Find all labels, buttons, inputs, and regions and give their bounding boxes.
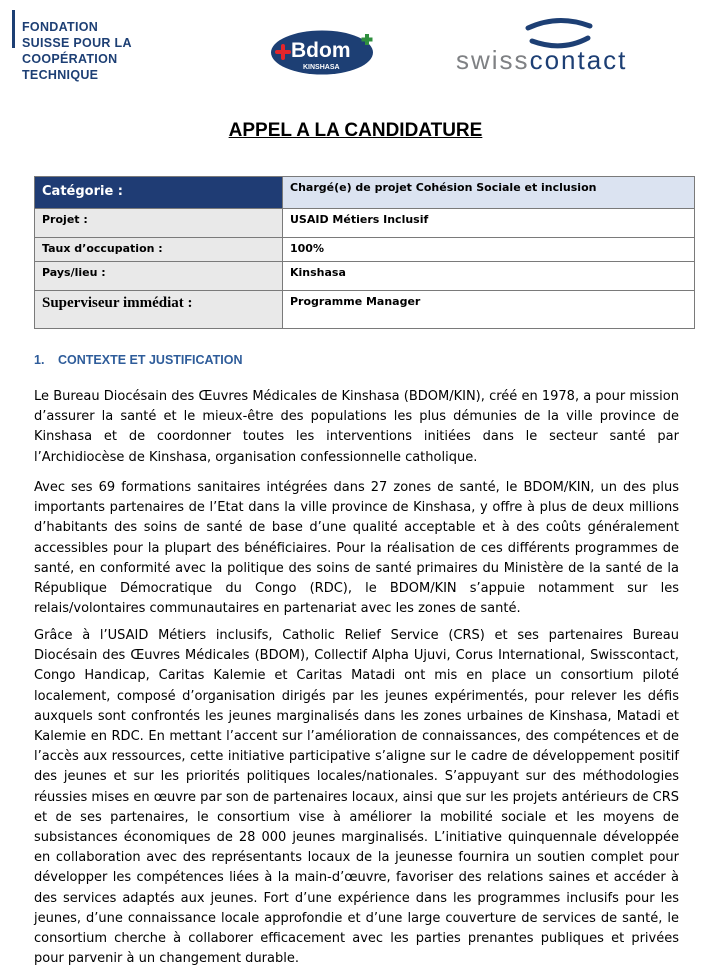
row-value-projet: USAID Métiers Inclusif xyxy=(283,209,695,238)
row-label-projet: Projet : xyxy=(35,209,283,238)
paragraph-bdom-intro: Le Bureau Diocésain des Œuvres Médicales de Kinshasa (BDOM/KIN), créé en 1978, a pour mission d’assurer la santé et le mieux-être des populations les plus démunies de la ville province de Kinshasa et de coordonner toutes les interventions initiées dans le secteur santé par l’Archidiocèse de Kinshasa, organisation confessionnelle catholique. xyxy=(34,389,679,465)
row-value-pays: Kinshasa xyxy=(283,262,695,291)
document-title: APPEL A LA CANDIDATURE xyxy=(228,120,483,141)
letterhead xyxy=(0,0,711,100)
bdom-kinshasa-logo xyxy=(271,30,375,75)
sdc-logo-text xyxy=(22,19,132,83)
sdc-line: FONDATION xyxy=(22,20,99,34)
table-row xyxy=(35,262,695,291)
paragraph-bdom-network: Avec ses 69 formations sanitaires intégrées dans 27 zones de santé, le BDOM/KIN, un des plus importants partenaires de l’Etat dans la ville province de Kinshasa, y offre à plus de deux millions d’habitants des soins de santé de base d’une qualité acceptable et à des coûts généralement accessibles pour la plupart des bénéficiaires. Pour la réalisation de ces différents programmes de santé, en conformité avec la politique des soins de santé primaires du Ministère de la santé de la République Démocratique du Congo (RDC), le BDOM/KIN s’appuie notamment sur les relais/volontaires communautaires en partenariat avec les zones de santé. xyxy=(34,480,679,617)
section-title: CONTEXTE ET JUSTIFICATION xyxy=(58,353,243,367)
row-value-superviseur: Programme Manager xyxy=(283,291,695,329)
sdc-line: COOPÉRATION xyxy=(22,52,118,66)
table-row xyxy=(35,291,695,329)
table-row xyxy=(35,177,695,209)
row-value-taux: 100% xyxy=(283,238,695,262)
paragraph-consortium: Grâce à l’USAID Métiers inclusifs, Catholic Relief Service (CRS) et ses partenaires Bureau Diocésain des Œuvres Médicales (BDOM), Collectif Alpha Ujuvi, Corus International, Swisscontact, Congo Handicap, Caritas Kalemie et Caritas Matadi ont mis en place un consortium piloté localement, composé d’organisation dirigés par les jeunes expérimentés, pour relever les défis auxquels sont confrontés les jeunes marginalisés dans les zones urbaines de Kinshasa, Matadi et Kalemie en RDC. En mettant l’accent sur l’amélioration de connaissances, des compétences et de l’accès aux ressources, cette initiative participative s’aligne sur le cadre de développement positif des jeunes et sur les priorités politiques locales/nationales. S’appuyant sur des méthodologies réussies mises en œuvre par son de partenaires locaux, ainsi que sur les projets antérieurs de CRS et de ses partenaires, le consortium vise à améliorer la mobilité sociale et les moyens de subsistances économiques de 28 000 jeunes marginalisés. L’initiative quinquennale développée en collaboration avec des représentants locaux de la jeunesse fournira un soutien complet pour développer les compétences liées à la main-d’œuvre, favoriser des relations saines et accéder à des services adaptés aux jeunes. Fort d’une expérience dans les programmes inclusifs pour les jeunes, d’une connaissance locale approfondie et d’une large couverture de services de santé, le consortium cherche à collaborer efficacement avec les parties prenantes publiques et privées pour parvenir à un changement durable. xyxy=(34,628,679,967)
section-heading xyxy=(34,353,243,367)
table-row xyxy=(35,209,695,238)
swisscontact-wordmark: swisscontact xyxy=(456,45,628,75)
job-info-table xyxy=(34,176,695,329)
swisscontact-logo xyxy=(456,16,660,76)
table-row xyxy=(35,238,695,262)
sdc-logo-bar xyxy=(12,10,15,48)
row-value-categorie: Chargé(e) de projet Cohésion Sociale et inclusion xyxy=(283,177,695,209)
row-label-categorie: Catégorie : xyxy=(35,177,283,209)
sdc-line: SUISSE POUR LA xyxy=(22,36,132,50)
bdom-logo-kinshasa: KINSHASA xyxy=(303,64,340,71)
section-number: 1. xyxy=(34,353,45,367)
bdom-logo-wordmark: Bdom xyxy=(291,39,351,62)
row-label-superviseur: Superviseur immédiat : xyxy=(35,291,283,329)
row-label-pays: Pays/lieu : xyxy=(35,262,283,291)
row-label-taux: Taux d’occupation : xyxy=(35,238,283,262)
sdc-line: TECHNIQUE xyxy=(22,68,99,82)
